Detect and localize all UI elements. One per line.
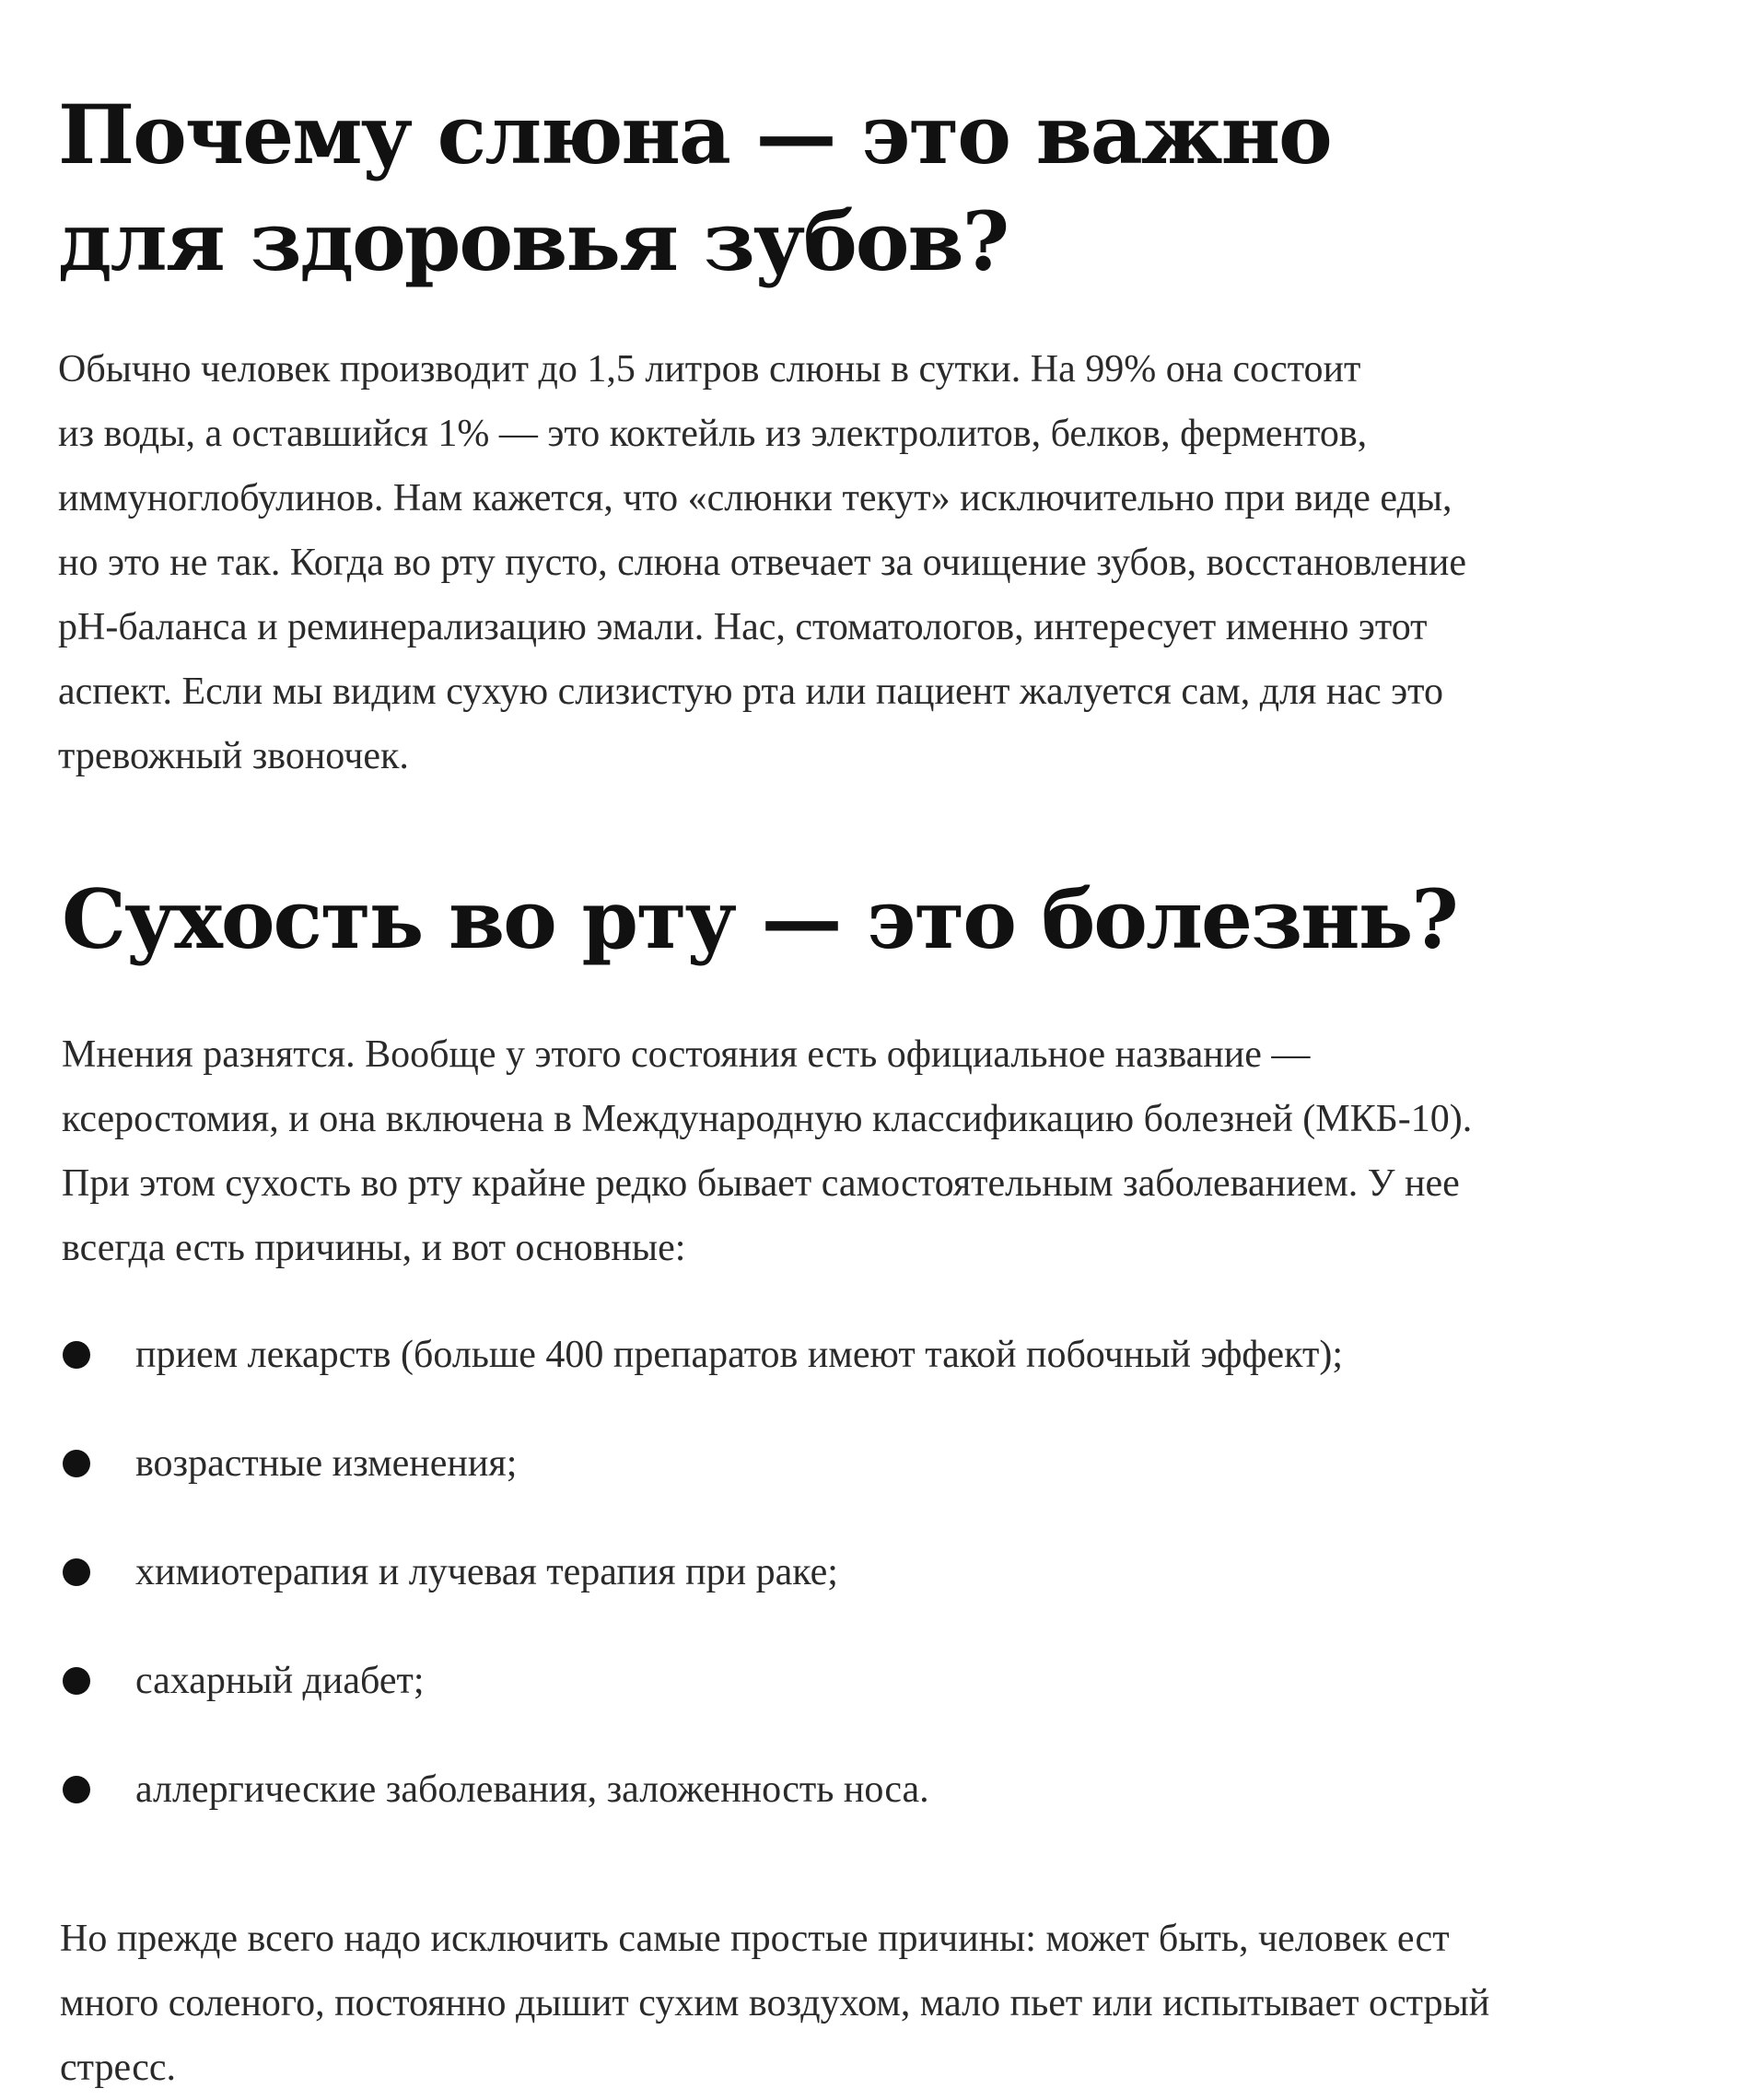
text-line: но это не так. Когда во рту пусто, слюна отвечает за очищение зубов, восстановление bbox=[58, 542, 1466, 584]
text-line: всегда есть причины, и вот основные: bbox=[62, 1227, 686, 1269]
text-line: Мнения разнятся. Вообще у этого состояния есть официальное название — bbox=[62, 1033, 1311, 1076]
causes-list bbox=[62, 1323, 1628, 1866]
section-heading-dry-mouth: Сухость во рту — это болезнь? bbox=[62, 871, 1457, 967]
text-line: аспект. Если мы видим сухую слизистую рта или пациент жалуется сам, для нас это bbox=[58, 671, 1443, 713]
text-line: Но прежде всего надо исключить самые простые причины: может быть, человек ест bbox=[60, 1918, 1450, 1960]
list-item-text: сахарный диабет; bbox=[135, 1660, 425, 1702]
text-line: тревожный звоночек. bbox=[58, 735, 409, 777]
text-line: иммуноглобулинов. Нам кажется, что «слюнки текут» исключительно при виде еды, bbox=[58, 477, 1452, 519]
text-line: Обычно человек производит до 1,5 литров слюны в сутки. На 99% она состоит bbox=[58, 348, 1361, 391]
bullet-dot-icon bbox=[63, 1558, 90, 1586]
list-item-text: химиотерапия и лучевая терапия при раке; bbox=[135, 1551, 838, 1593]
text-line: pH-баланса и реминерализацию эмали. Нас, стоматологов, интересует именно этот bbox=[58, 606, 1428, 648]
heading-line: для здоровья зубов? bbox=[58, 193, 1009, 289]
list-item-text: аллергические заболевания, заложенность носа. bbox=[135, 1768, 929, 1811]
heading-line: Почему слюна — это важно bbox=[58, 87, 1331, 182]
paragraph-saliva bbox=[58, 337, 1633, 788]
list-item bbox=[62, 1649, 1628, 1757]
list-item bbox=[62, 1323, 1628, 1431]
list-item bbox=[62, 1431, 1628, 1540]
text-line: ксеростомия, и она включена в Международную классификацию болезней (МКБ-10). bbox=[62, 1098, 1473, 1140]
text-line: При этом сухость во рту крайне редко бывает самостоятельным заболеванием. У нее bbox=[62, 1162, 1460, 1205]
bullet-dot-icon bbox=[63, 1776, 90, 1803]
list-item-text: прием лекарств (больше 400 препаратов имеют такой побочный эффект); bbox=[135, 1334, 1343, 1376]
paragraph-dry-mouth bbox=[62, 1022, 1637, 1280]
bullet-dot-icon bbox=[63, 1341, 90, 1369]
list-item bbox=[62, 1757, 1628, 1866]
paragraph-closing bbox=[60, 1907, 1644, 2100]
bullet-dot-icon bbox=[63, 1450, 90, 1477]
text-line: из воды, а оставшийся 1% — это коктейль из электролитов, белков, ферментов, bbox=[58, 413, 1368, 455]
list-item-text: возрастные изменения; bbox=[135, 1442, 518, 1485]
section-heading-saliva bbox=[58, 81, 1532, 295]
text-line: много соленого, постоянно дышит сухим воздухом, мало пьет или испытывает острый bbox=[60, 1982, 1490, 2024]
text-line: стресс. bbox=[60, 2047, 176, 2089]
list-item bbox=[62, 1540, 1628, 1649]
bullet-dot-icon bbox=[63, 1667, 90, 1695]
